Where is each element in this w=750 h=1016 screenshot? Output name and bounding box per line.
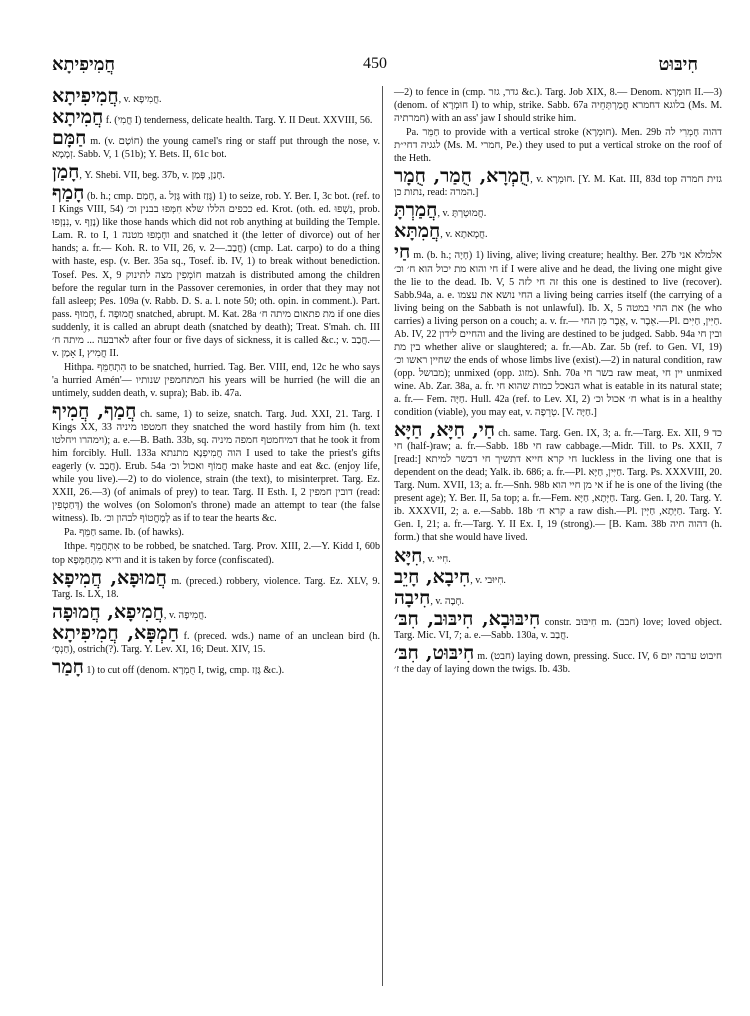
entry-headword: חֲמִיפִיתָא (52, 85, 119, 107)
entry-headword: חַי, חַיָּא, חַיָּא (394, 419, 496, 442)
entry-headword: חֲמִיתָא (52, 106, 104, 129)
sub-entry (52, 361, 380, 400)
entry-text: Ithpe. אִתְחֲמֵף to be robbed, be snatched. Targ. Prov. XIII, 2.—Y. Kidd I, 60b top ודיא מִתְחַמְּפָא and it is taken by force (confiscated). (52, 541, 380, 566)
entry-text: f. (חֲמִי I) tenderness, delicate health. Targ. Y. II Deut. XXVIII, 56. (103, 115, 373, 127)
entry-headword: חִיבּוּט, חִבּ׳ (394, 641, 475, 664)
sub-entry (52, 526, 380, 539)
entry-text: , v. חָבָה. (430, 595, 464, 607)
entry-headword: חִיבָא, חָיֵב (394, 565, 471, 588)
dictionary-entry (52, 107, 380, 127)
dictionary-entry (52, 128, 380, 161)
entry-headword: חַמְפָּא, חֲמִיפִיתָא (52, 621, 179, 644)
entry-text: , Y. Shebi. VII, beg. 37b, v. חָנַן, פָּמַן. (79, 170, 225, 182)
header-right-headword: חִיבּוּט (658, 53, 698, 74)
entry-text: Pa. חַמֵּר to provide with a vertical stroke (חוּמְרָא). Men. 29b דהוה חָמְרִי לה לגגיה דחי״ת (Ms. M. חמרי, Pe.) they used to put a vertical stroke on the roof of the Heth. (394, 127, 722, 165)
entry-text: (b. h.; cmp. חָמַם, a. גָּזַל with גָּזַז) 1) to seize, rob. Y. Ber. I, 3c bot. (ref. to I Kings VIII, 54) ככפים הללו שלא חִמְּפוּ בבנין וכ׳ ed. Krot. (oth. ed. נִשְׁפוּ, prob. נִנְזְפוּ, v. נָזַף) like those hands which did not rob anything at building the Temple. Lam. R. to I, 1 וחָמְפוּ מטנה and snatched it (the letter of divorce) out of her hands; a. fr.— Koh. R. to VII, 26, v. חֲבַב.—2) (cmp. Lat. carpo) to do a thing with haste, esp. (v. Ber. 35a sq., Tosef. ib. IV, 1) to break without benediction. Tosef. Pes. X, 9 חוֹמְפִין מצה לתינוק matzah is distributed among the children before the regular turn in the Passover ceremonies, in order that they may not fall asleep; Pes. 109a (v. Rabb. D. S. a. l. note 50; oth. opin. in comment.). Part. pass. חָמוּף, f. חֲמוּפָה snatched, abrupt. M. Kat. 28a מת פתאום מיתה ח׳ if one dies suddenly, it is called an abrupt death (snatched by death); Treat. S'mah. ch. III לארבעה ... מיתה ח׳ after four or five days of sickness, it is called &c.; v. חֲבַב.— v. אָמַן I, חֲמִיץ II. (52, 191, 380, 359)
dictionary-entry (52, 602, 380, 622)
right-column (394, 86, 722, 677)
entry-text: f. (preced. wds.) name of an unclean bird (h. חַנְסְ׳), ostrich(?). Targ. Y. Lev. XI, 16; Deut. XIV, 15. (52, 630, 380, 655)
page-number: 450 (363, 55, 387, 72)
entry-headword: חֻמְרָא, חֻמַר, חֻמָר (394, 165, 531, 188)
dictionary-entry (394, 643, 722, 676)
dictionary-entry (394, 420, 722, 544)
entry-text: , v. חֲמִיפָא. (118, 94, 162, 105)
dictionary-entry (394, 200, 722, 220)
entry-text: m. (חבט) laying down, pressing. Succ. IV, 6 חיבוט ערבה יום ז׳ the day of laying down the twigs. Ib. 43b. (394, 650, 722, 675)
entry-headword: חָמַר (52, 655, 84, 678)
entry-headword: חִיָּא (394, 544, 423, 567)
entry-text: constr. חִיבּוּב m. (חבב) love; loved object. Targ. Mic. VI, 7; a. e.—Sabb. 130a, v. חֲבַב. (394, 616, 723, 641)
entry-text: Hithpa. הִתְחַמֵּף to be snatched, hurried. Tag. Ber. VIII, end, 12c he who says 'a hurried Amén'— המתחמפין שנותיו his years will be hurried (he will die an untimely, sudden death, v. supra); Bab. ib. 47a. (52, 361, 380, 399)
dictionary-entry (52, 623, 380, 656)
entry-text: —2) to fence in (cmp. גדר, גזר &c.). Targ. Job XIX, 8.— Denom. חוּמְרָא II.—3) (denom. of חוּמְרָא I) to whip, strike. Sabb. 67a בלוגא דחמרא חֲמַרְתְּחֵיה (Ms. M. חמרתיה) with an ass' jaw I should strike him. (394, 87, 723, 125)
entry-text: ch. same, 1) to seize, snatch. Targ. Jud. XXI, 21. Targ. I Kings XX, 33 חמטפו מיניה they snatched the word hastily from him (h. text וימהרו ויחלטו); a. e.—B. Bath. 33b, sq. דמיחמטף חמפה מיניה that he took it from him forcibly. Hull. 133a הוה חֲמִיפְנָא מתנתא I used to take the priest's gifts eagerly (v. חֲבַב). Erub. 54a חֲמוֹף ואכול וכ׳ make haste and eat &c. (enjoy life, while you live).—2) to do violence, strain (the text), to misinterpret. Targ. Ez. XXII, 26.—3) (of animals of prey) to tear. Targ. II Esth. I, 2 דובין חמפין (read: דְּחַטְפִין) the wolves (on Solomon's throne) made an attempt to tear (the false witness). Ib. לְמֶחֱטוֹף לבהון וכ׳ as if to tear the hearts &c. (52, 408, 380, 525)
header-left-headword: חֲמִיפִיתָא (52, 53, 116, 74)
entry-text: Pa. חַמֵּף same. Ib. (of hawks). (64, 527, 185, 539)
entry-headword: חֲמַרְתָּ (394, 199, 438, 222)
dictionary-entry (52, 183, 380, 360)
entry-text: m. (b. h.; חָיָה) 1) living, alive; living creature; healthy. Ber. 27b אלמלא אני חי והוא מת יכול הוא ח׳ וכ׳ if I were alive and he dead, the living one might give the lie to the dead. Ib. V, 5 זה חי לזה this one is destined to live (recover). Sabb.94a, a. e. החי נושא את עצמו a living being carries itself (the carrying of a living being on the Sabbath is not unlawful). Ib. X, 5 את החי במטה (he who carries) a living person on a couch; a. v. fr.— אֵבֶר מִן החי, v. אֵבֶר.—Pl. חַיִּין, חַיִּים. Ab. IV, 22 והחיים לידון and the living are destined to be judged. Sabb. 94a ובין חי בין מת whether alive or slaughtered; a. fr.—Ab. Zar. 5b (ref. to Gen. VI, 19) שחיין ראשו וכ׳ the ends of whose limbs live (exist).—2) in natural condition, raw (opp. מבושל); unmixed (opp. מזוג). Snh. 70a בשר חי raw meat, יין חי unmixed wine. Ab. Zar. 38a, a. fr. הנאכל כמות שהוא חי what is eatable in its natural state; a. fr.— Fem. חַיָּה. Hull. 42a (ref. to Lev. XI, 2) ח׳ אכול וכ׳ what is in a healthy condition (viable), you may eat, v. טְרֵפָה. [V. חַיָּה.] (394, 250, 723, 419)
entry-text: , v. חֲמוּטְרְתָּ. (437, 208, 487, 220)
entry-headword: חֲמִתָּא (394, 220, 441, 243)
dictionary-entry (394, 86, 722, 125)
sub-entry (394, 126, 722, 165)
entry-text: , v. חִיּוּבי. (470, 574, 506, 586)
dictionary-entry (394, 546, 722, 566)
entry-headword: חֲמַף, חֲמִיף (52, 399, 137, 422)
entry-text: , v. חוּמְרָא. [Y. M. Kat. III, 83d top גזית חמרה נתות כן, read: המרה.] (394, 174, 722, 199)
running-header (52, 50, 698, 78)
column-divider (382, 86, 383, 986)
entry-headword: חַמָּם (52, 127, 87, 150)
entry-text: ch. same. Targ. Gen. IX, 3; a. fr.—Targ. Ex. XII, 9 כד חי (half-)raw; a. fr.—Sabb. 18b חי raw cabbage.—Midr. Till. to Ps. XXII, 7 [read:] חי קרא חייא דתשיך חי דבשר למיתא luckless in the living one that is dependent on the dead; Yalk. ib. 686; a. fr.—Pl. חַיִּין, חַיָּא. Targ. Ps. XXXVIII, 20. Targ. Num. XVII, 13; a. fr.—Snh. 98b אי מן חיי הוא if he is one of the living (the present age); Y. Ber. II, 5a top; a. fr.—Fem. חַיְּתָא, חַיָּא. Targ. Gen. I, 20. Targ. Y. ib. XXXVII, 2; a. e.—Sabb. 18b קרא ח׳ a raw dish.—Pl. חַיְּתָא, חַיְּין. Targ. Y. Gen. I, 21; a. fr.—Targ. Y. II Ex. I, 19 (strong).— [B. Kam. 38b דהוה חיה (h. form.) that she would have lived. (394, 428, 723, 544)
dictionary-entry (394, 242, 722, 419)
left-column (52, 86, 380, 678)
entry-headword: חִיבּוּבָא, חִיבּוּב, חִבּ׳ (394, 607, 541, 630)
entry-text: 1) to cut off (denom. חֻמְרָא I, twig, cmp. גָּזַז &c.). (83, 664, 285, 676)
entry-headword: חַי (394, 241, 411, 264)
entry-headword: חֲמִיפָא, חֲמוּפָה (52, 600, 164, 623)
dictionary-entry (394, 221, 722, 241)
entry-headword: חָמַן (52, 161, 80, 184)
entry-text: m. (preced.) robbery, violence. Targ. Ez. XLV, 9. Targ. Is. LX, 18. (52, 575, 380, 600)
entry-text: , v. חִיּי. (422, 553, 451, 565)
dictionary-entry (394, 166, 722, 199)
dictionary-entry (52, 401, 380, 525)
entry-text: , v. חֲמָאתָא. (440, 229, 488, 241)
entry-text: , v. חֲמִיפָה. (163, 609, 207, 621)
dictionary-entry (394, 567, 722, 587)
dictionary-entry (394, 588, 722, 608)
entry-headword: חָמַף (52, 182, 85, 205)
dictionary-entry (394, 609, 722, 642)
entry-text: m. (v. חוֹטָם) the young camel's ring or staff put through the nose, v. זְמָמָא. Sabb. V, 1 (51b); Y. Bets. II, 61c bot. (52, 136, 380, 161)
dictionary-entry (52, 657, 380, 677)
sub-entry (52, 540, 380, 566)
dictionary-entry (52, 568, 380, 601)
entry-headword: חִיבָה (394, 586, 431, 609)
dictionary-entry (52, 162, 380, 182)
entry-headword: חֲמוּפָא, חֲמִיפָא (52, 566, 167, 589)
dictionary-entry (52, 86, 380, 106)
